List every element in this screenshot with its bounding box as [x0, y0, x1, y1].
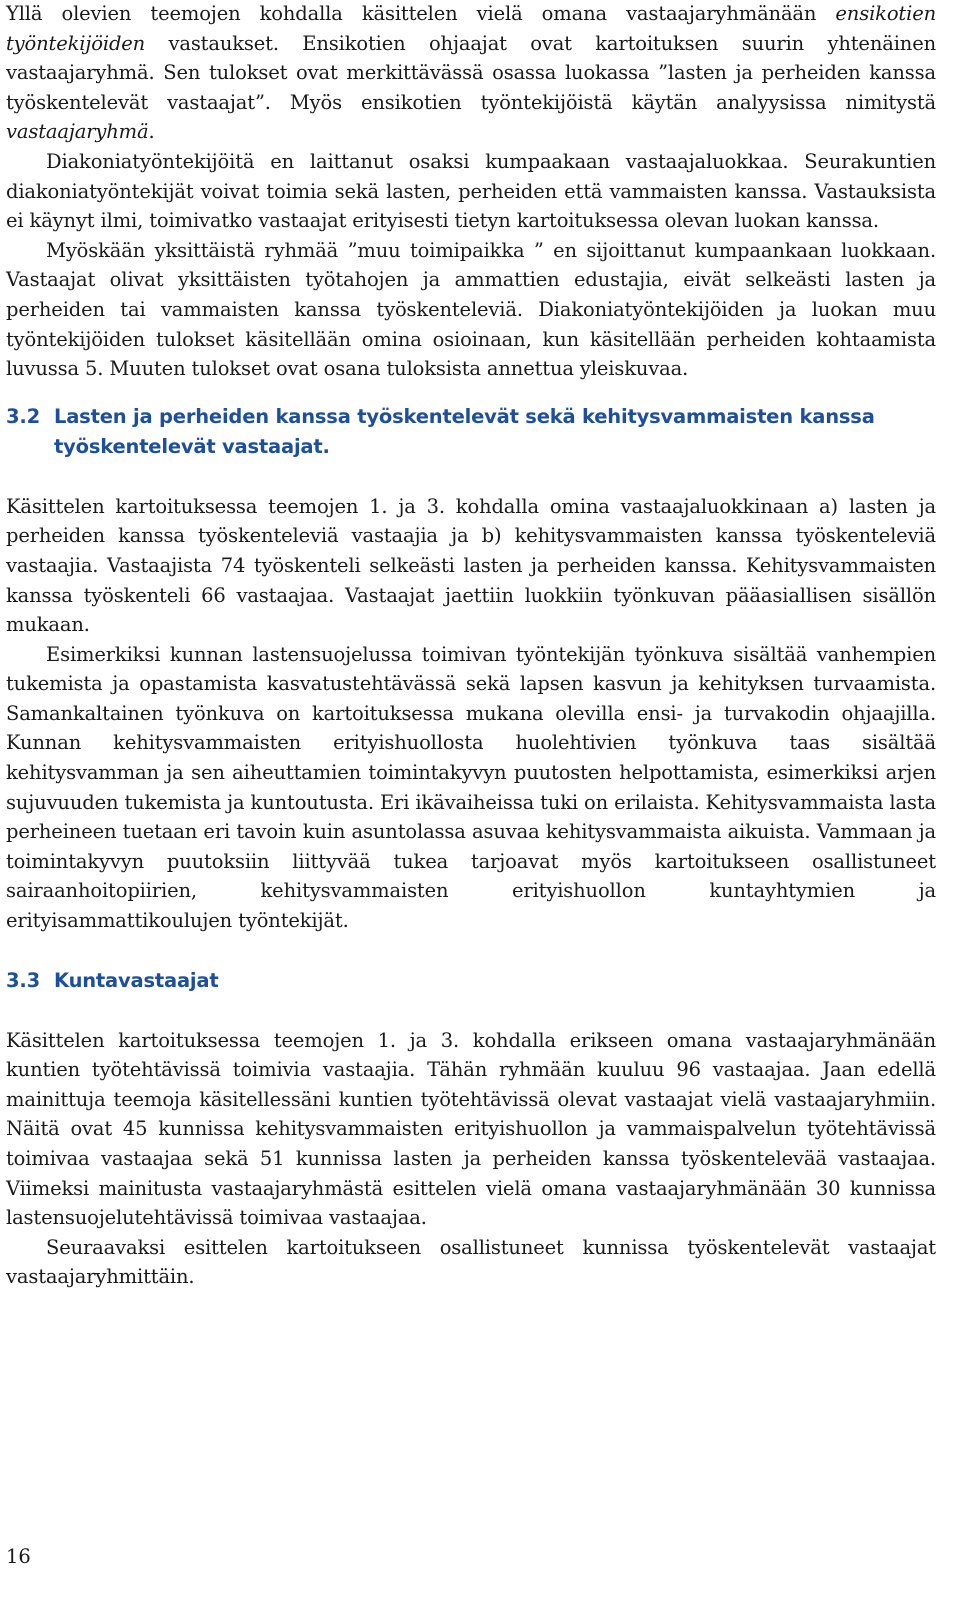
section-title-3-3: Kuntavastaajat — [54, 968, 219, 992]
intro-paragraph-1 — [6, 0, 936, 147]
intro-text-b: vastaukset. Ensikotien ohjaajat ovat kartoituksen suurin yhtenäinen vastaajaryhmä. Sen tulokset ovat merkittävässä osassa luokassa ”lasten ja perheiden kanssa työskentelevät vastaajat”. Myös ensikotien työntekijöistä käytän analyysissa nimitystä — [6, 31, 936, 114]
section-3-3-paragraph-1: Käsittelen kartoituksessa teemojen 1. ja 3. kohdalla erikseen omana vastaajaryhmänään kuntien työtehtävissä toimivia vastaajia. Tähän ryhmään kuuluu 96 vastaajaa. Jaan edellä mainittuja teemoja käsitellessäni kuntien työtehtävissä olevat vastaajat vielä vastaajaryhmiin. Näitä ovat 45 kunnissa kehitysvammaisten erityishuollon ja vammaispalvelun työtehtävissä toimivaa vastaajaa sekä 51 kunnissa lasten ja perheiden kanssa työskentelevää vastaajaa. Viimeksi mainitusta vastaajaryhmästä esittelen vielä omana vastaajaryhmänään 30 kunnissa lastensuojelutehtävissä toimivaa vastaajaa. — [6, 1028, 936, 1230]
intro-text-a: Yllä olevien teemojen kohdalla käsittelen vielä omana vastaajaryhmänään — [6, 2, 836, 25]
section-3-3-paragraph-2: Seuraavaksi esittelen kartoitukseen osallistuneet kunnissa työskentelevät vastaajat vastaajaryhmittäin. — [6, 1235, 936, 1289]
section-3-2-paragraph-2: Esimerkiksi kunnan lastensuojelussa toimivan työntekijän työnkuva sisältää vanhempien tukemista ja opastamista kasvatustehtävässä sekä lapsen kasvun ja kehityksen turvaamista. Samankaltainen työnkuva on kartoituksessa mukana olevilla ensi- ja turvakodin ohjaajilla. Kunnan kehitysvammaisten erityishuollosta huolehtivien työnkuva taas sisältää kehitysvamman ja sen aiheuttamien toimintakyvyn puutosten helpottamista, esimerkiksi arjen sujuvuuden tukemista ja kuntoutusta. Eri ikävaiheissa tuki on erilaista. Kehitysvammaista lasta perheineen tuetaan eri tavoin kuin asuntolassa asuvaa kehitysvammaista aikuista. Vammaan ja toimintakyvyn puutoksiin liittyvää tukea tarjoavat myös kartoitukseen osallistuneet sairaanhoitopiirien, kehitysvammaisten erityishuollon kuntayhtymien ja erityisammattikoulujen työntekijät. — [6, 642, 936, 933]
document-page — [6, 0, 936, 1292]
page-number: 16 — [6, 1545, 31, 1568]
intro-paragraph-3: Myöskään yksittäistä ryhmää ”muu toimipaikka ” en sijoittanut kumpaankaan luokkaan. Vastaajat olivat yksittäisten työtahojen ja ammattien edustajia, eivät selkeästi lasten ja perheiden tai vammaisten kanssa työskenteleviä. Diakoniatyöntekijöiden ja luokan muu työntekijöiden tulokset käsitellään omina osioinaan, kun käsitellään perheiden kohtaamista luvussa 5. Muuten tulokset ovat osana tuloksista annettua yleiskuvaa. — [6, 238, 936, 381]
intro-text-c: . — [148, 120, 155, 144]
intro-emphasis-ensikotien: ensikotien työntekijöiden — [6, 2, 936, 55]
section-title-3-2: Lasten ja perheiden kanssa työskentelevät sekä kehitysvammaisten kanssa työskentelevät vastaajat. — [54, 404, 875, 458]
section-number-3-3: 3.3 — [6, 968, 40, 992]
section-heading-3-2 — [6, 402, 936, 462]
section-number-3-2: 3.2 — [6, 404, 40, 428]
intro-emphasis-vastaajaryhma: vastaajaryhmä — [6, 120, 149, 144]
intro-paragraph-2: Diakoniatyöntekijöitä en laittanut osaksi kumpaakaan vastaajaluokkaa. Seurakuntien diakoniatyöntekijät voivat toimia sekä lasten, perheiden että vammaisten kanssa. Vastauksista ei käynyt ilmi, toimivatko vastaajat erityisesti tietyn kartoituksessa olevan luokan kanssa. — [6, 149, 936, 233]
section-3-2-paragraph-1: Käsittelen kartoituksessa teemojen 1. ja 3. kohdalla omina vastaajaluokkinaan a) lasten ja perheiden kanssa työskenteleviä vastaajia ja b) kehitysvammaisten kanssa työskenteleviä vastaajia. Vastaajista 74 työskenteli selkeästi lasten ja perheiden kanssa. Kehitysvammaisten kanssa työskenteli 66 vastaajaa. Vastaajat jaettiin luokkiin työnkuvan pääasiallisen sisällön mukaan. — [6, 494, 936, 637]
section-heading-3-3 — [6, 966, 936, 996]
